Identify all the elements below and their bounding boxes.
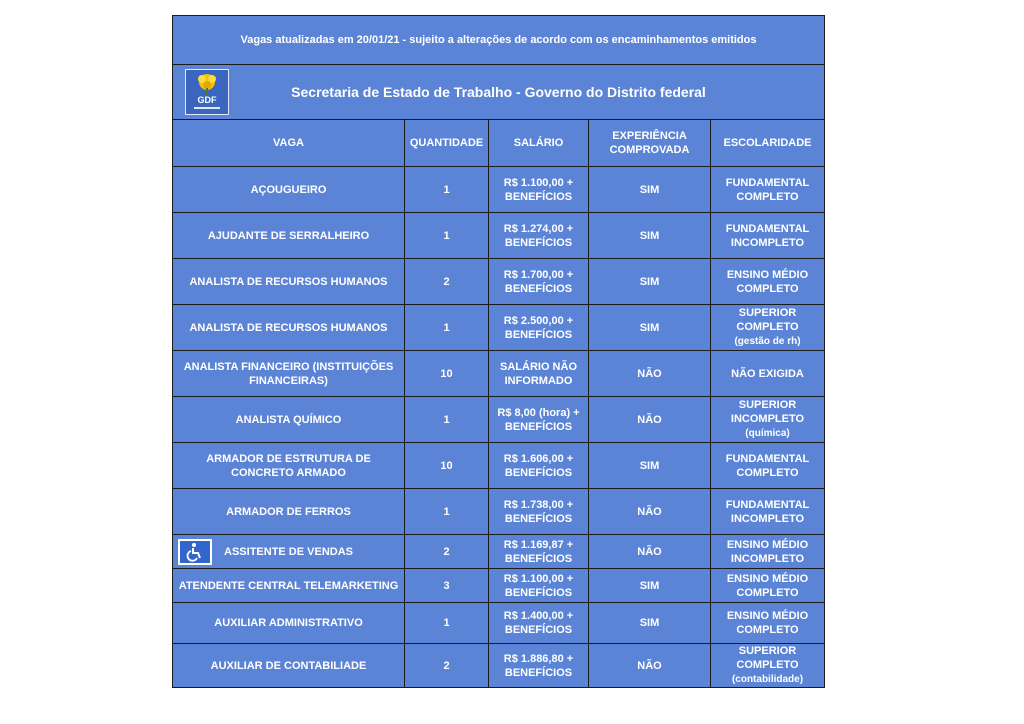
table-row xyxy=(173,259,825,305)
escolaridade-text: ENSINO MÉDIO COMPLETO xyxy=(726,610,809,636)
quantidade-cell: 1 xyxy=(405,489,489,535)
vaga-text: AJUDANTE DE SERRALHEIRO xyxy=(207,229,370,242)
quantidade-cell: 1 xyxy=(405,167,489,213)
escolaridade-text: NÃO EXIGIDA xyxy=(731,367,804,380)
escolaridade-text: FUNDAMENTAL COMPLETO xyxy=(725,452,810,479)
salario-cell: R$ 1.738,00 + BENEFÍCIOS xyxy=(489,489,589,535)
escolaridade-text: SUPERIOR INCOMPLETO xyxy=(730,399,805,425)
experiencia-cell: SIM xyxy=(589,259,711,305)
experiencia-cell: NÃO xyxy=(589,397,711,443)
vaga-cell xyxy=(173,351,405,397)
escolaridade-text: ENSINO MÉDIO COMPLETO xyxy=(726,572,809,599)
column-header-escolaridade: ESCOLARIDADE xyxy=(711,120,825,167)
escolaridade-cell xyxy=(711,535,825,569)
salario-cell: SALÁRIO NÃO INFORMADO xyxy=(489,351,589,397)
experiencia-cell: SIM xyxy=(589,603,711,644)
escolaridade-text: FUNDAMENTAL INCOMPLETO xyxy=(725,222,810,249)
logo-subline xyxy=(194,107,220,109)
escolaridade-cell xyxy=(711,397,825,443)
vaga-text: ASSITENTE DE VENDAS xyxy=(224,545,353,558)
quantidade-cell: 10 xyxy=(405,351,489,397)
vaga-text: ANALISTA FINANCEIRO (INSTITUIÇÕES FINANCEIRAS) xyxy=(183,360,394,387)
vaga-cell xyxy=(173,259,405,305)
experiencia-cell: SIM xyxy=(589,443,711,489)
escolaridade-text: FUNDAMENTAL COMPLETO xyxy=(725,176,810,203)
vaga-text: ATENDENTE CENTRAL TELEMARKETING xyxy=(178,579,399,592)
vaga-text: ANALISTA DE RECURSOS HUMANOS xyxy=(189,321,388,334)
table-row xyxy=(173,443,825,489)
salario-cell: R$ 1.400,00 + BENEFÍCIOS xyxy=(489,603,589,644)
salario-cell: R$ 8,00 (hora) + BENEFÍCIOS xyxy=(489,397,589,443)
vaga-text: ARMADOR DE ESTRUTURA DE CONCRETO ARMADO xyxy=(206,452,371,479)
vaga-cell xyxy=(173,603,405,644)
vaga-cell xyxy=(173,167,405,213)
vaga-text: AUXILIAR ADMINISTRATIVO xyxy=(214,617,363,629)
vaga-cell xyxy=(173,644,405,688)
salario-cell: R$ 1.606,00 + BENEFÍCIOS xyxy=(489,443,589,489)
wheelchair-glyph xyxy=(185,542,205,562)
quantidade-cell: 1 xyxy=(405,603,489,644)
salario-cell: R$ 1.100,00 + BENEFÍCIOS xyxy=(489,167,589,213)
escolaridade-cell xyxy=(711,443,825,489)
page-title: Secretaria de Estado de Trabalho - Governo do Distrito federal xyxy=(291,84,706,100)
experiencia-cell: NÃO xyxy=(589,644,711,688)
quantidade-cell: 2 xyxy=(405,535,489,569)
escolaridade-cell xyxy=(711,213,825,259)
column-header-salario: SALÁRIO xyxy=(489,120,589,167)
escolaridade-cell xyxy=(711,305,825,351)
experiencia-cell: NÃO xyxy=(589,489,711,535)
table-row xyxy=(173,644,825,688)
quantidade-cell: 1 xyxy=(405,305,489,351)
salario-cell: R$ 1.100,00 + BENEFÍCIOS xyxy=(489,569,589,603)
escolaridade-cell xyxy=(711,489,825,535)
escolaridade-text: FUNDAMENTAL INCOMPLETO xyxy=(725,498,810,525)
table-row xyxy=(173,397,825,443)
quantidade-cell: 2 xyxy=(405,259,489,305)
experiencia-cell: SIM xyxy=(589,167,711,213)
escolaridade-text: ENSINO MÉDIO COMPLETO xyxy=(726,268,809,295)
vaga-text: AÇOUGUEIRO xyxy=(250,183,327,196)
experiencia-cell: SIM xyxy=(589,213,711,259)
escolaridade-text: SUPERIOR COMPLETO xyxy=(736,645,799,671)
column-header-experiencia: EXPERIÊNCIA COMPROVADA xyxy=(589,120,711,167)
ipe-flower-icon xyxy=(194,73,220,95)
escolaridade-note: (contabilidade) xyxy=(731,674,804,685)
vaga-cell xyxy=(173,569,405,603)
escolaridade-note: (gestão de rh) xyxy=(734,336,801,347)
column-header-row xyxy=(173,120,825,167)
column-header-vaga: VAGA xyxy=(173,120,405,167)
salario-cell: R$ 1.274,00 + BENEFÍCIOS xyxy=(489,213,589,259)
vaga-cell xyxy=(173,397,405,443)
table-row xyxy=(173,351,825,397)
vaga-cell xyxy=(173,305,405,351)
column-header-quantidade: QUANTIDADE xyxy=(405,120,489,167)
table-row xyxy=(173,167,825,213)
vaga-text: AUXILIAR DE CONTABILIADE xyxy=(210,659,367,672)
wheelchair-icon xyxy=(178,539,212,565)
vaga-text: ANALISTA QUÍMICO xyxy=(235,413,342,426)
escolaridade-cell xyxy=(711,351,825,397)
logo-text: GDF xyxy=(197,95,217,105)
table-row xyxy=(173,489,825,535)
salario-cell: R$ 1.700,00 + BENEFÍCIOS xyxy=(489,259,589,305)
experiencia-cell: NÃO xyxy=(589,535,711,569)
quantidade-cell: 1 xyxy=(405,397,489,443)
quantidade-cell: 3 xyxy=(405,569,489,603)
notice-row xyxy=(173,16,825,65)
salario-cell: R$ 2.500,00 + BENEFÍCIOS xyxy=(489,305,589,351)
table-row xyxy=(173,603,825,644)
experiencia-cell: SIM xyxy=(589,569,711,603)
escolaridade-cell xyxy=(711,603,825,644)
gdf-logo xyxy=(185,69,229,115)
salario-cell: R$ 1.886,80 + BENEFÍCIOS xyxy=(489,644,589,688)
escolaridade-cell xyxy=(711,167,825,213)
quantidade-cell: 10 xyxy=(405,443,489,489)
job-vacancy-table xyxy=(172,15,825,688)
vaga-cell xyxy=(173,213,405,259)
title-row xyxy=(173,65,825,120)
update-notice: Vagas atualizadas em 20/01/21 - sujeito a alterações de acordo com os encaminhamentos emitidos xyxy=(173,16,825,65)
table-row xyxy=(173,535,825,569)
table-row xyxy=(173,305,825,351)
quantidade-cell: 1 xyxy=(405,213,489,259)
vaga-cell xyxy=(173,443,405,489)
vaga-cell xyxy=(173,489,405,535)
salario-cell: R$ 1.169,87 + BENEFÍCIOS xyxy=(489,535,589,569)
escolaridade-cell xyxy=(711,259,825,305)
escolaridade-text: SUPERIOR COMPLETO xyxy=(736,307,799,333)
table-row xyxy=(173,569,825,603)
escolaridade-cell xyxy=(711,569,825,603)
title-cell xyxy=(173,65,825,120)
table-row xyxy=(173,213,825,259)
escolaridade-note: (química) xyxy=(745,428,790,439)
table-body xyxy=(173,167,825,688)
experiencia-cell: NÃO xyxy=(589,351,711,397)
escolaridade-cell xyxy=(711,644,825,688)
vaga-text: ANALISTA DE RECURSOS HUMANOS xyxy=(189,275,388,288)
vaga-text: ARMADOR DE FERROS xyxy=(226,505,351,518)
experiencia-cell: SIM xyxy=(589,305,711,351)
vaga-cell xyxy=(173,535,405,569)
escolaridade-text: ENSINO MÉDIO INCOMPLETO xyxy=(726,538,809,565)
quantidade-cell: 2 xyxy=(405,644,489,688)
